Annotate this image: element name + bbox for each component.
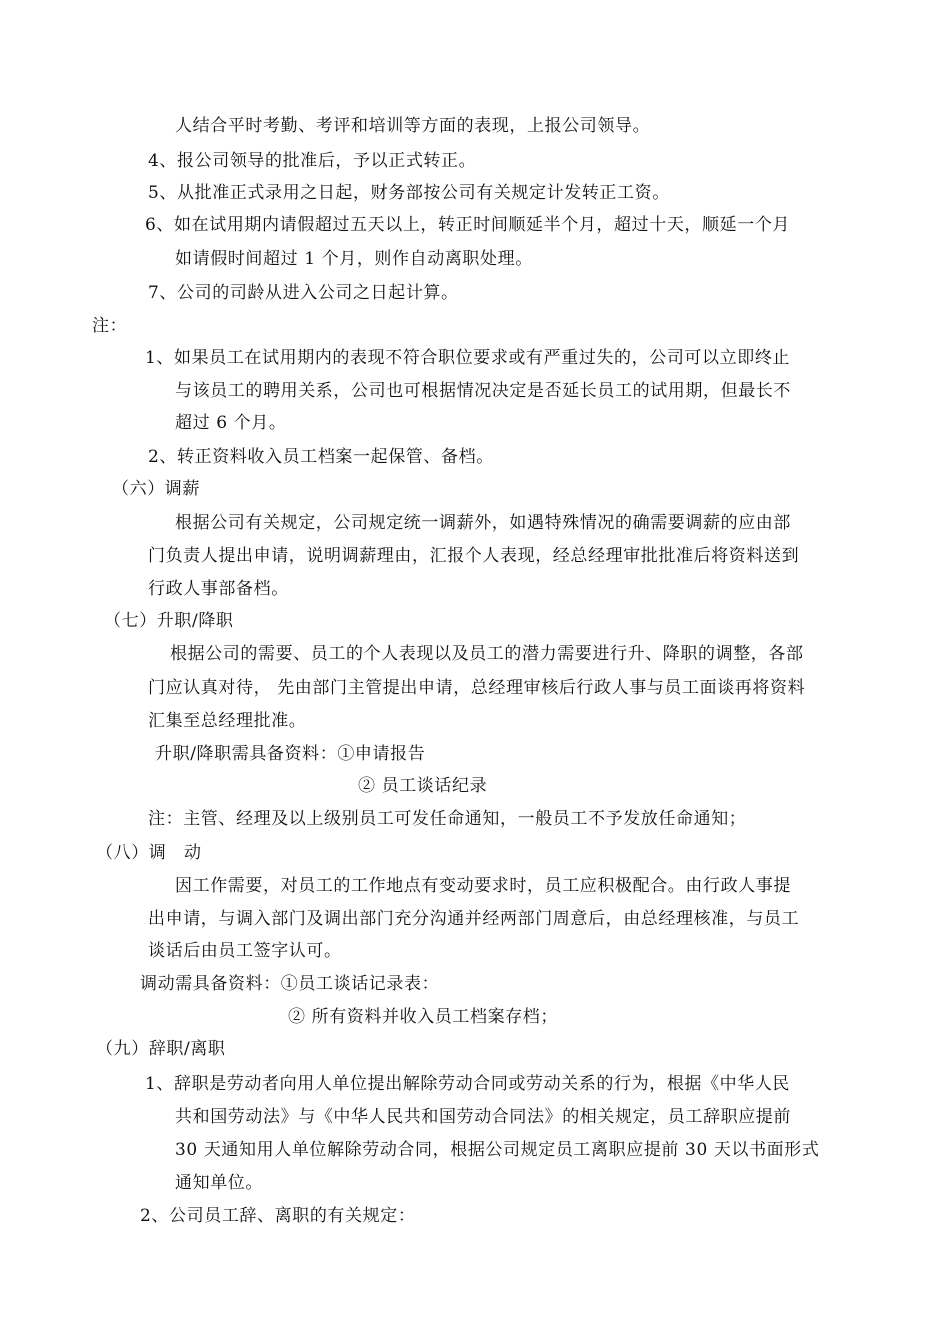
- text-line-21: ② 员工谈话纪录: [358, 776, 488, 796]
- text-line-32: 30 天通知用人单位解除劳动合同，根据公司规定员工离职应提前 30 天以书面形式: [175, 1140, 820, 1160]
- text-line-10: 超过 6 个月。: [175, 413, 287, 433]
- text-line-14: 门负责人提出申请，说明调薪理由，汇报个人表现，经总经理审批批准后将资料送到: [148, 546, 800, 566]
- text-line-13: 根据公司有关规定，公司规定统一调薪外，如遇特殊情况的确需要调薪的应由部: [175, 513, 791, 533]
- text-line-5: 如请假时间超过 1 个月，则作自动离职处理。: [175, 249, 533, 269]
- text-line-24: 因工作需要，对员工的工作地点有变动要求时，员工应积极配合。由行政人事提: [175, 876, 791, 896]
- text-line-30: 1、辞职是劳动者向用人单位提出解除劳动合同或劳动关系的行为，根据《中华人民: [145, 1074, 791, 1094]
- text-line-3: 5、从批准正式录用之日起，财务部按公司有关规定计发转正工资。: [148, 183, 670, 203]
- text-line-26: 谈话后由员工签字认可。: [148, 941, 342, 961]
- text-line-22: 注：主管、经理及以上级别员工可发任命通知，一般员工不予发放任命通知；: [148, 809, 747, 829]
- section-heading-6: （六）调薪: [112, 479, 200, 499]
- text-line-9: 与该员工的聘用关系，公司也可根据情况决定是否延长员工的试用期，但最长不: [175, 381, 791, 401]
- text-line-33: 通知单位。: [175, 1173, 263, 1193]
- text-line-31: 共和国劳动法》与《中华人民共和国劳动合同法》的相关规定，员工辞职应提前: [175, 1107, 791, 1127]
- text-line-34: 2、公司员工辞、离职的有关规定：: [140, 1206, 416, 1226]
- text-line-18: 门应认真对待， 先由部门主管提出申请，总经理审核后行政人事与员工面谈再将资料: [148, 678, 806, 698]
- text-line-2: 4、报公司领导的批准后，予以正式转正。: [148, 151, 477, 171]
- text-line-27: 调动需具备资料：①员工谈话记录表：: [140, 974, 440, 994]
- text-line-17: 根据公司的需要、员工的个人表现以及员工的潜力需要进行升、降职的调整，各部: [170, 644, 804, 664]
- text-line-25: 出申请，与调入部门及调出部门充分沟通并经两部门周意后，由总经理核准，与员工: [148, 909, 800, 929]
- text-line-6: 7、公司的司龄从进入公司之日起计算。: [148, 283, 459, 303]
- text-line-28: ② 所有资料并收入员工档案存档；: [288, 1007, 559, 1027]
- text-line-4: 6、如在试用期内请假超过五天以上，转正时间顺延半个月，超过十天，顺延一个月: [145, 215, 791, 235]
- text-line-15: 行政人事部备档。: [148, 579, 289, 599]
- note-heading: 注：: [92, 316, 128, 336]
- section-heading-7: （七）升职/降职: [104, 611, 234, 631]
- text-line-8: 1、如果员工在试用期内的表现不符合职位要求或有严重过失的，公司可以立即终止: [145, 348, 791, 368]
- section-heading-8: （八）调 动: [96, 843, 202, 863]
- text-line-11: 2、转正资料收入员工档案一起保管、备档。: [148, 447, 494, 467]
- section-heading-9: （九）辞职/离职: [96, 1039, 226, 1059]
- text-line-19: 汇集至总经理批准。: [148, 711, 307, 731]
- text-line-1: 人结合平时考勤、考评和培训等方面的表现，上报公司领导。: [175, 116, 651, 136]
- text-line-20: 升职/降职需具备资料：①申请报告: [155, 744, 426, 764]
